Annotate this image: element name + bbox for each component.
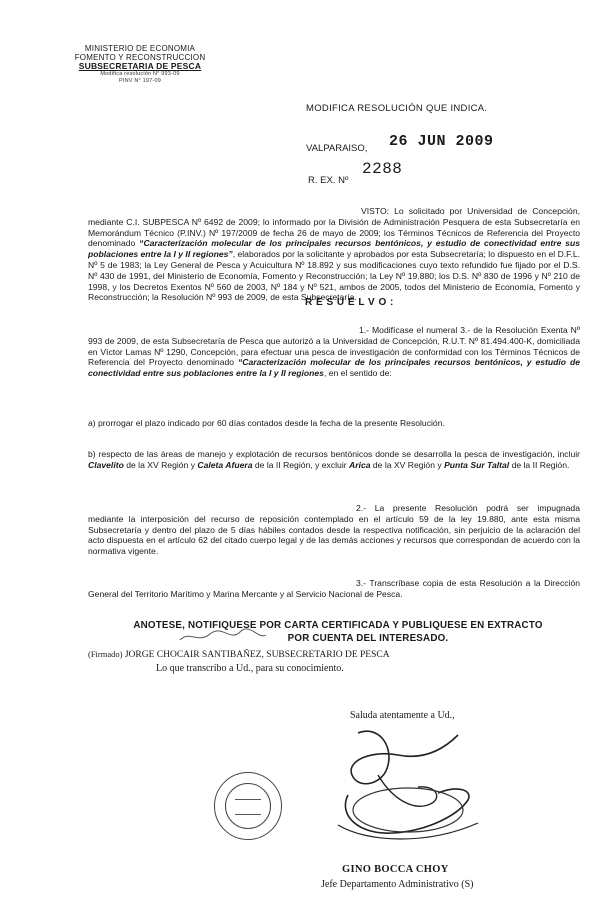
item-2-paragraph: 2.- La presente Resolución podrá ser impugnada mediante la interposición del recurso de reposición contemplado en el artículo 59 de la ley 19.880, ante esta misma Subsecretaría y dentro del plazo de 5 días hábiles contados desde la respectiva notificación, sin perjuicio de la aclaración del acto dispuesta en el artículo 62 del citado cuerpo legal y de las demás acciones y recursos que correspondan de acuerdo con la normativa vigente.: [88, 503, 580, 557]
item-b-text-4: de la XV Región y: [370, 459, 445, 470]
handwritten-signature: [318, 715, 488, 855]
signed-name: JORGE CHOCAIR SANTIBAÑEZ, SUBSECRETARIO DE PESCA: [124, 650, 390, 660]
transcribe-line: Lo que transcribo a Ud., para su conocimiento.: [156, 663, 344, 674]
visto-text-1: Lo solicitado por Universidad de Concepción, mediante C.I. SUBPESCA Nº 6492 de 2009; lo informado por la División de Administración Pesquera de esta Subsecretaría en Memorándum Técnico (P.INV.) Nº 197/2009 de fecha 26 de mayo de 2009; los Términos Técnicos de Referencia del Proyecto denominado: [88, 206, 580, 249]
item-a-paragraph: a) prorrogar el plazo indicado por 60 días contados desde la fecha de la presente Resolución.: [88, 418, 445, 428]
notice-block: [88, 619, 588, 645]
item-b-place-clavelito: Clavelito: [88, 459, 124, 470]
visto-label: VISTO:: [361, 206, 390, 216]
visto-paragraph: [88, 206, 580, 303]
rex-number: 2288: [362, 160, 403, 178]
item-b-place-punta-sur-taltal: Punta Sur Taltal: [444, 459, 510, 470]
item-1-paragraph: [88, 325, 580, 379]
rex-label: R. EX. Nº: [308, 175, 349, 186]
date-stamp: 26 JUN 2009: [389, 133, 494, 150]
notice-line-2: POR CUENTA DEL INTERESADO.: [287, 633, 449, 644]
resuelvo-heading: R E S U E L V O :: [305, 297, 394, 308]
visto-text-2: , elaborados por la solicitante y aprobados por esta Subsecretaría; lo dispuesto en el D.F.L. Nº 5 de 1983; la Ley General de Pesca y Acuicultura Nº 18.892 y sus modificaciones cuyo texto refundido fue fijado por el D.S. Nº 430 de 1991, del Ministerio de Economía, Fomento y Reconstrucción; la Ley Nº 19.880; los D.S. Nº 830 de 1996 y Nº 210 de 1998, y los Decretos Exentos Nº 560 de 2003, Nº 184 y Nº 521, ambos de 2005, todos del Ministerio de Economía, Fomento y Reconstrucción; la Resolución Nº 993 de 2009, de esta Subsecretaría.: [88, 249, 581, 303]
item-1-project-title: “Caracterización molecular de los principales recursos bentónicos, y estudio de conectividad entre sus poblaciones entre la I y II regiones: [88, 357, 580, 379]
notice-line-1: ANOTESE, NOTIFIQUESE POR CARTA CERTIFICADA Y PUBLIQUESE EN EXTRACTO: [133, 620, 543, 631]
letterhead-fomento: FOMENTO Y RECONSTRUCCION: [74, 53, 206, 62]
signatory-title: Jefe Departamento Administrativo (S): [321, 879, 474, 890]
letterhead-ref-resolution: Modifica resolución N° 993-09: [100, 71, 180, 77]
item-b-place-arica: Arica: [349, 459, 371, 470]
item-b-text-1: b) respecto de las áreas de manejo y explotación de recursos bentónicos donde se desarrolla la pesca de investigación, incluir: [88, 449, 580, 459]
signatory-name: GINO BOCCA CHOY: [342, 864, 449, 875]
letterhead-subsecretaria: SUBSECRETARIA DE PESCA: [78, 61, 202, 71]
official-seal: [214, 772, 282, 840]
letterhead: [40, 44, 240, 85]
signed-line: [88, 649, 390, 660]
item-b-place-caleta-afuera: Caleta Afuera: [197, 459, 253, 470]
item-1-text-2: , en el sentido de:: [323, 368, 392, 379]
item-b-text-3: de la II Región, y excluir: [252, 459, 349, 470]
item-b-text-5: de la II Región.: [509, 459, 570, 470]
item-b-paragraph: [88, 449, 580, 471]
place-label: VALPARAISO,: [306, 143, 368, 154]
item-b-text-2: de la XV Región y: [123, 459, 198, 470]
item-1-text-1: 1.- Modifícase el numeral 3.- de la Resolución Exenta Nº 993 de 2009, de esta Subsecretaría de Pesca que autorizó a la Universidad de Concepción, R.U.T. Nº 81.494.400-K, domiciliada en Víctor Lamas Nº 1290, Concepción, para efectuar una pesca de investigación de conformidad con los Términos Técnicos de Referencia del Proyecto denominado: [88, 325, 580, 368]
letterhead-ref-pinv: PINV N° 197-09: [119, 78, 161, 84]
letterhead-ministry: MINISTERIO DE ECONOMIA: [84, 44, 196, 53]
initials-scribble: [178, 626, 268, 648]
document-title: MODIFICA RESOLUCIÓN QUE INDICA.: [306, 103, 488, 114]
visto-project-title: “Caracterización molecular de los principales recursos bentónicos, y estudio de conectividad entre sus poblaciones entre la I y II regiones”: [88, 238, 580, 260]
official-seal-center-mark: [235, 799, 261, 815]
item-3-paragraph: 3.- Transcríbase copia de esta Resolución a la Dirección General del Territorio Marítimo y Marina Mercante y al Servicio Nacional de Pesca.: [88, 578, 580, 599]
signed-prefix: (Firmado): [88, 649, 123, 659]
greeting-line: Saluda atentamente a Ud.,: [350, 710, 455, 721]
